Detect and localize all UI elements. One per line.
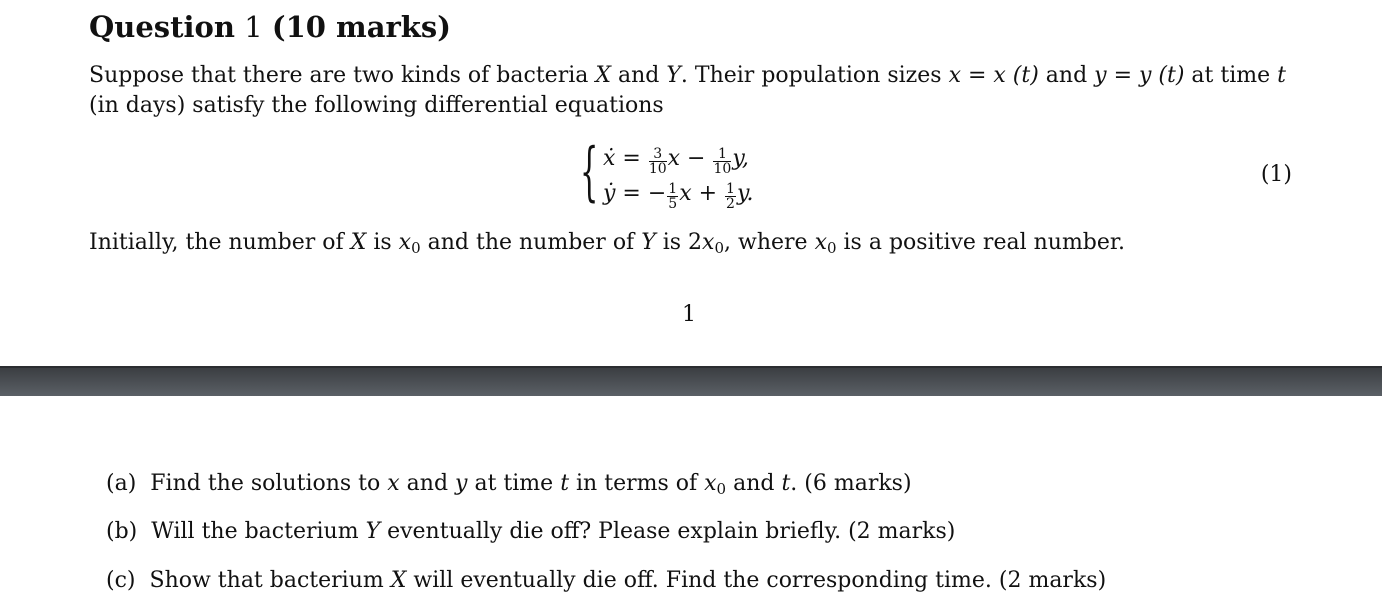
page-number: 1 [682,302,696,327]
fraction [649,147,667,176]
var-x0: x [814,230,827,255]
intro-text: . Their population sizes [680,63,949,88]
ic-text: is a positive real number. [836,230,1126,255]
subscript-zero: 0 [826,239,837,257]
fraction [667,182,678,211]
part-text: will eventually die off. Find the corresponding time. (2 marks) [406,568,1107,593]
fraction [725,182,736,211]
numerator: 1 [668,181,678,197]
denominator: 2 [726,196,735,212]
part-text: Find the solutions to [150,471,388,496]
ic-text: Initially, the number of [89,230,351,255]
var-x: x [387,471,400,496]
eq2-end: y. [736,181,754,206]
equation-x-dot [603,146,749,176]
part-text: eventually die off? Please explain briefly. (2 marks) [380,519,956,544]
var-y-upper: Y [641,230,656,255]
intro-text: and [1038,63,1095,88]
question-marks: (10 marks) [271,10,451,44]
part-text: in terms of [569,471,705,496]
eq1-mid: x − [667,146,713,171]
intro-line-1 [89,62,1286,90]
fraction [713,147,731,176]
part-label: (c) [106,568,136,593]
coefficient-two: 2 [688,230,703,255]
y-definition: y = y (t) [1094,63,1185,88]
denominator: 10 [648,161,667,177]
var-x0: x [398,230,412,255]
page-separator [0,368,1382,396]
eq2-lhs: ẏ = − [603,181,667,206]
ic-text: is [655,230,689,255]
part-a [106,470,912,503]
var-y-upper: Y [365,519,381,544]
question-title [89,10,451,44]
var-y: y [455,471,468,496]
part-text: at time [467,471,561,496]
numerator: 1 [713,147,731,162]
denominator: 5 [668,196,678,212]
intro-text: Suppose that there are two kinds of bacteria [89,63,596,88]
ic-text: , where [724,230,815,255]
subscript-zero: 0 [714,239,725,257]
equation-number: (1) [1260,162,1292,187]
part-label: (b) [106,519,138,544]
var-x-upper: X [595,63,612,88]
part-b [106,518,955,546]
var-t: t [560,471,570,496]
ic-text: is [366,230,399,255]
var-t: t [781,471,791,496]
question-word: Question [89,10,235,44]
eq2-mid: x + [679,181,725,206]
part-label: (a) [106,471,137,496]
question-number: 1 [244,10,263,44]
ic-text: and the number of [420,230,642,255]
subscript-zero: 0 [411,239,421,257]
eq1-end: y, [732,146,749,171]
part-text: and [726,471,782,496]
system-brace: { [580,135,599,209]
intro-text: and [611,63,667,88]
eq1-lhs: ẋ = [603,146,648,171]
var-x0: x [702,230,715,255]
part-text: . (6 marks) [790,471,912,496]
var-x-upper: X [390,568,407,593]
part-text: Will the bacterium [151,519,366,544]
var-y-upper: Y [666,63,681,88]
part-c [106,567,1106,595]
intro-line-2: (in days) satisfy the following differential equations [89,93,664,118]
equation-y-dot [603,181,753,211]
intro-text: at time [1184,63,1278,88]
numerator: 3 [649,147,667,162]
var-x-upper: X [350,230,367,255]
part-text: Show that bacterium [149,568,391,593]
var-x0: x [704,471,717,496]
var-t: t [1277,63,1286,88]
x-definition: x = x (t) [948,63,1039,88]
numerator: 1 [726,181,735,197]
part-text: and [399,471,456,496]
subscript-zero: 0 [716,480,727,498]
initial-condition [89,229,1125,262]
denominator: 10 [713,161,732,177]
